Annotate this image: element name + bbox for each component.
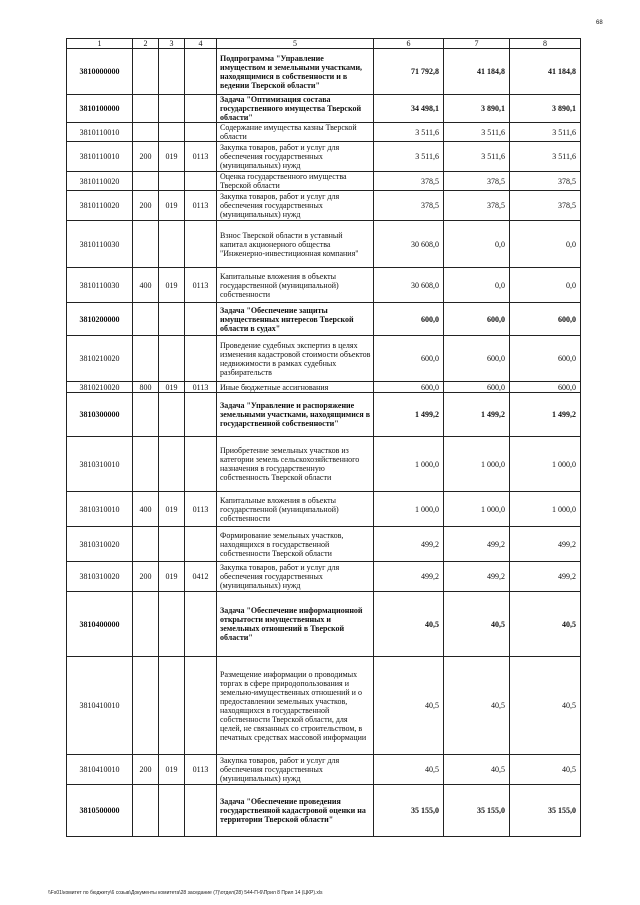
gr-cell [159, 592, 185, 657]
header-cell: 1 [67, 39, 133, 49]
section-cell [185, 303, 217, 336]
amount-cell: 600,0 [374, 303, 444, 336]
kvr-cell: 200 [133, 562, 159, 592]
code-cell: 3810310010 [67, 437, 133, 492]
gr-cell: 019 [159, 268, 185, 303]
kvr-cell [133, 336, 159, 382]
code-cell: 3810110030 [67, 221, 133, 268]
code-cell: 3810110020 [67, 172, 133, 191]
name-cell: Задача "Обеспечение информационной открытости имущественных и земельных отношений в Тверской области" [217, 592, 374, 657]
code-cell: 3810210020 [67, 336, 133, 382]
amount-cell: 41 184,8 [510, 49, 581, 95]
table-row [67, 393, 581, 437]
gr-cell: 019 [159, 142, 185, 172]
gr-cell [159, 393, 185, 437]
amount-cell: 34 498,1 [374, 95, 444, 123]
name-cell: Содержание имущества казны Тверской области [217, 123, 374, 142]
amount-cell: 3 511,6 [444, 123, 510, 142]
amount-cell: 499,2 [444, 527, 510, 562]
table-row [67, 95, 581, 123]
table-row [67, 657, 581, 755]
name-cell: Взнос Тверской области в уставный капитал акционерного общества "Инженерно-инвестиционная компания" [217, 221, 374, 268]
section-cell [185, 527, 217, 562]
name-cell: Закупка товаров, работ и услуг для обеспечения государственных (муниципальных) нужд [217, 142, 374, 172]
amount-cell: 600,0 [510, 382, 581, 393]
amount-cell: 600,0 [510, 336, 581, 382]
kvr-cell [133, 592, 159, 657]
gr-cell [159, 437, 185, 492]
gr-cell [159, 785, 185, 837]
amount-cell: 378,5 [374, 172, 444, 191]
header-cell: 7 [444, 39, 510, 49]
gr-cell [159, 95, 185, 123]
header-cell: 3 [159, 39, 185, 49]
code-cell: 3810400000 [67, 592, 133, 657]
amount-cell: 30 608,0 [374, 268, 444, 303]
amount-cell: 1 000,0 [444, 492, 510, 527]
table-row [67, 191, 581, 221]
section-cell [185, 336, 217, 382]
kvr-cell [133, 303, 159, 336]
amount-cell: 499,2 [374, 527, 444, 562]
code-cell: 3810110010 [67, 142, 133, 172]
code-cell: 3810410010 [67, 657, 133, 755]
code-cell: 3810300000 [67, 393, 133, 437]
header-cell: 8 [510, 39, 581, 49]
footer-file-path: \\Fs01\комитет по бюджету\6 созыв\Документы комитета\28 заседание (7)\отдел(28) 544-П-6\Прил 8 Прил 14 (ЦКР).xls [48, 890, 323, 896]
budget-table [66, 38, 581, 837]
code-cell: 3810000000 [67, 49, 133, 95]
table-row [67, 562, 581, 592]
kvr-cell [133, 657, 159, 755]
section-cell: 0113 [185, 755, 217, 785]
name-cell: Подпрограмма "Управление имуществом и земельными участками, находящимися в собственности и в ведении Тверской области" [217, 49, 374, 95]
table-row [67, 755, 581, 785]
table-row [67, 336, 581, 382]
page-number: 68 [596, 20, 603, 26]
table-row [67, 437, 581, 492]
amount-cell: 40,5 [510, 657, 581, 755]
table-row [67, 527, 581, 562]
amount-cell: 378,5 [510, 172, 581, 191]
kvr-cell [133, 437, 159, 492]
section-cell [185, 393, 217, 437]
amount-cell: 0,0 [510, 221, 581, 268]
amount-cell: 600,0 [444, 336, 510, 382]
gr-cell [159, 172, 185, 191]
code-cell: 3810500000 [67, 785, 133, 837]
amount-cell: 3 511,6 [510, 123, 581, 142]
name-cell: Размещение информации о проводимых торгах в сфере природопользования и земельно-имущественных отношений и о предоставлении земельных участков, находящихся в государственной собственности Тверской области, для целей, не связанных со строительством, в печатных средствах массовой информации [217, 657, 374, 755]
code-cell: 3810200000 [67, 303, 133, 336]
amount-cell: 378,5 [444, 172, 510, 191]
amount-cell: 35 155,0 [444, 785, 510, 837]
gr-cell [159, 657, 185, 755]
kvr-cell [133, 95, 159, 123]
gr-cell: 019 [159, 382, 185, 393]
amount-cell: 499,2 [510, 562, 581, 592]
kvr-cell: 200 [133, 142, 159, 172]
kvr-cell [133, 49, 159, 95]
code-cell: 3810310020 [67, 527, 133, 562]
amount-cell: 378,5 [444, 191, 510, 221]
gr-cell [159, 221, 185, 268]
amount-cell: 40,5 [510, 755, 581, 785]
section-cell: 0113 [185, 382, 217, 393]
name-cell: Оценка государственного имущества Тверской области [217, 172, 374, 191]
amount-cell: 1 000,0 [374, 492, 444, 527]
amount-cell: 499,2 [444, 562, 510, 592]
amount-cell: 1 499,2 [510, 393, 581, 437]
section-cell: 0113 [185, 142, 217, 172]
table-row [67, 785, 581, 837]
code-cell: 3810310020 [67, 562, 133, 592]
amount-cell: 35 155,0 [374, 785, 444, 837]
amount-cell: 1 000,0 [374, 437, 444, 492]
name-cell: Капитальные вложения в объекты государственной (муниципальной) собственности [217, 492, 374, 527]
code-cell: 3810110030 [67, 268, 133, 303]
amount-cell: 3 890,1 [510, 95, 581, 123]
amount-cell: 3 511,6 [444, 142, 510, 172]
amount-cell: 499,2 [510, 527, 581, 562]
amount-cell: 600,0 [444, 382, 510, 393]
amount-cell: 499,2 [374, 562, 444, 592]
amount-cell: 378,5 [510, 191, 581, 221]
kvr-cell: 200 [133, 755, 159, 785]
amount-cell: 40,5 [374, 755, 444, 785]
kvr-cell: 400 [133, 268, 159, 303]
amount-cell: 1 000,0 [444, 437, 510, 492]
kvr-cell [133, 393, 159, 437]
code-cell: 3810310010 [67, 492, 133, 527]
amount-cell: 378,5 [374, 191, 444, 221]
section-cell [185, 785, 217, 837]
amount-cell: 0,0 [444, 221, 510, 268]
header-cell: 5 [217, 39, 374, 49]
amount-cell: 40,5 [444, 755, 510, 785]
section-cell: 0412 [185, 562, 217, 592]
gr-cell: 019 [159, 191, 185, 221]
amount-cell: 35 155,0 [510, 785, 581, 837]
amount-cell: 30 608,0 [374, 221, 444, 268]
gr-cell: 019 [159, 492, 185, 527]
section-cell [185, 592, 217, 657]
code-cell: 3810110020 [67, 191, 133, 221]
header-cell: 2 [133, 39, 159, 49]
code-cell: 3810110010 [67, 123, 133, 142]
amount-cell: 0,0 [510, 268, 581, 303]
amount-cell: 40,5 [444, 657, 510, 755]
kvr-cell: 800 [133, 382, 159, 393]
amount-cell: 71 792,8 [374, 49, 444, 95]
amount-cell: 40,5 [374, 657, 444, 755]
name-cell: Закупка товаров, работ и услуг для обеспечения государственных (муниципальных) нужд [217, 562, 374, 592]
amount-cell: 40,5 [444, 592, 510, 657]
gr-cell [159, 49, 185, 95]
name-cell: Приобретение земельных участков из категории земель сельскохозяйственного назначения в государственную собственность Тверской области [217, 437, 374, 492]
table-row [67, 49, 581, 95]
name-cell: Задача "Обеспечение защиты имущественных интересов Тверской области в судах" [217, 303, 374, 336]
amount-cell: 1 499,2 [444, 393, 510, 437]
amount-cell: 40,5 [510, 592, 581, 657]
table-row [67, 221, 581, 268]
name-cell: Задача "Обеспечение проведения государственной кадастровой оценки на территории Тверской области" [217, 785, 374, 837]
section-cell [185, 657, 217, 755]
section-cell: 0113 [185, 191, 217, 221]
table-row [67, 172, 581, 191]
section-cell: 0113 [185, 268, 217, 303]
amount-cell: 1 000,0 [510, 492, 581, 527]
name-cell: Проведение судебных экспертиз в целях изменения кадастровой стоимости объектов недвижимости в рамках судебных разбирательств [217, 336, 374, 382]
amount-cell: 1 499,2 [374, 393, 444, 437]
name-cell: Задача "Оптимизация состава государственного имущества Тверской области" [217, 95, 374, 123]
gr-cell [159, 527, 185, 562]
table-row [67, 268, 581, 303]
name-cell: Формирование земельных участков, находящихся в государственной собственности Тверской области [217, 527, 374, 562]
gr-cell: 019 [159, 755, 185, 785]
section-cell [185, 221, 217, 268]
amount-cell: 3 890,1 [444, 95, 510, 123]
amount-cell: 41 184,8 [444, 49, 510, 95]
gr-cell [159, 303, 185, 336]
table-row [67, 142, 581, 172]
kvr-cell: 200 [133, 191, 159, 221]
table-row [67, 592, 581, 657]
kvr-cell [133, 172, 159, 191]
table-row [67, 492, 581, 527]
name-cell: Иные бюджетные ассигнования [217, 382, 374, 393]
table-row [67, 382, 581, 393]
amount-cell: 600,0 [510, 303, 581, 336]
amount-cell: 3 511,6 [374, 142, 444, 172]
code-cell: 3810210020 [67, 382, 133, 393]
gr-cell [159, 336, 185, 382]
code-cell: 3810100000 [67, 95, 133, 123]
amount-cell: 3 511,6 [510, 142, 581, 172]
header-cell: 6 [374, 39, 444, 49]
section-cell: 0113 [185, 492, 217, 527]
section-cell [185, 95, 217, 123]
amount-cell: 1 000,0 [510, 437, 581, 492]
gr-cell [159, 123, 185, 142]
name-cell: Закупка товаров, работ и услуг для обеспечения государственных (муниципальных) нужд [217, 755, 374, 785]
section-cell [185, 172, 217, 191]
table-row [67, 303, 581, 336]
name-cell: Закупка товаров, работ и услуг для обеспечения государственных (муниципальных) нужд [217, 191, 374, 221]
amount-cell: 600,0 [374, 336, 444, 382]
section-cell [185, 437, 217, 492]
kvr-cell: 400 [133, 492, 159, 527]
kvr-cell [133, 785, 159, 837]
table-row [67, 123, 581, 142]
amount-cell: 0,0 [444, 268, 510, 303]
header-cell: 4 [185, 39, 217, 49]
amount-cell: 3 511,6 [374, 123, 444, 142]
kvr-cell [133, 221, 159, 268]
amount-cell: 600,0 [374, 382, 444, 393]
section-cell [185, 49, 217, 95]
name-cell: Капитальные вложения в объекты государственной (муниципальной) собственности [217, 268, 374, 303]
gr-cell: 019 [159, 562, 185, 592]
code-cell: 3810410010 [67, 755, 133, 785]
amount-cell: 40,5 [374, 592, 444, 657]
name-cell: Задача "Управление и распоряжение земельными участками, находящимися в государственной собственности" [217, 393, 374, 437]
section-cell [185, 123, 217, 142]
kvr-cell [133, 527, 159, 562]
header-row [67, 39, 581, 49]
kvr-cell [133, 123, 159, 142]
amount-cell: 600,0 [444, 303, 510, 336]
